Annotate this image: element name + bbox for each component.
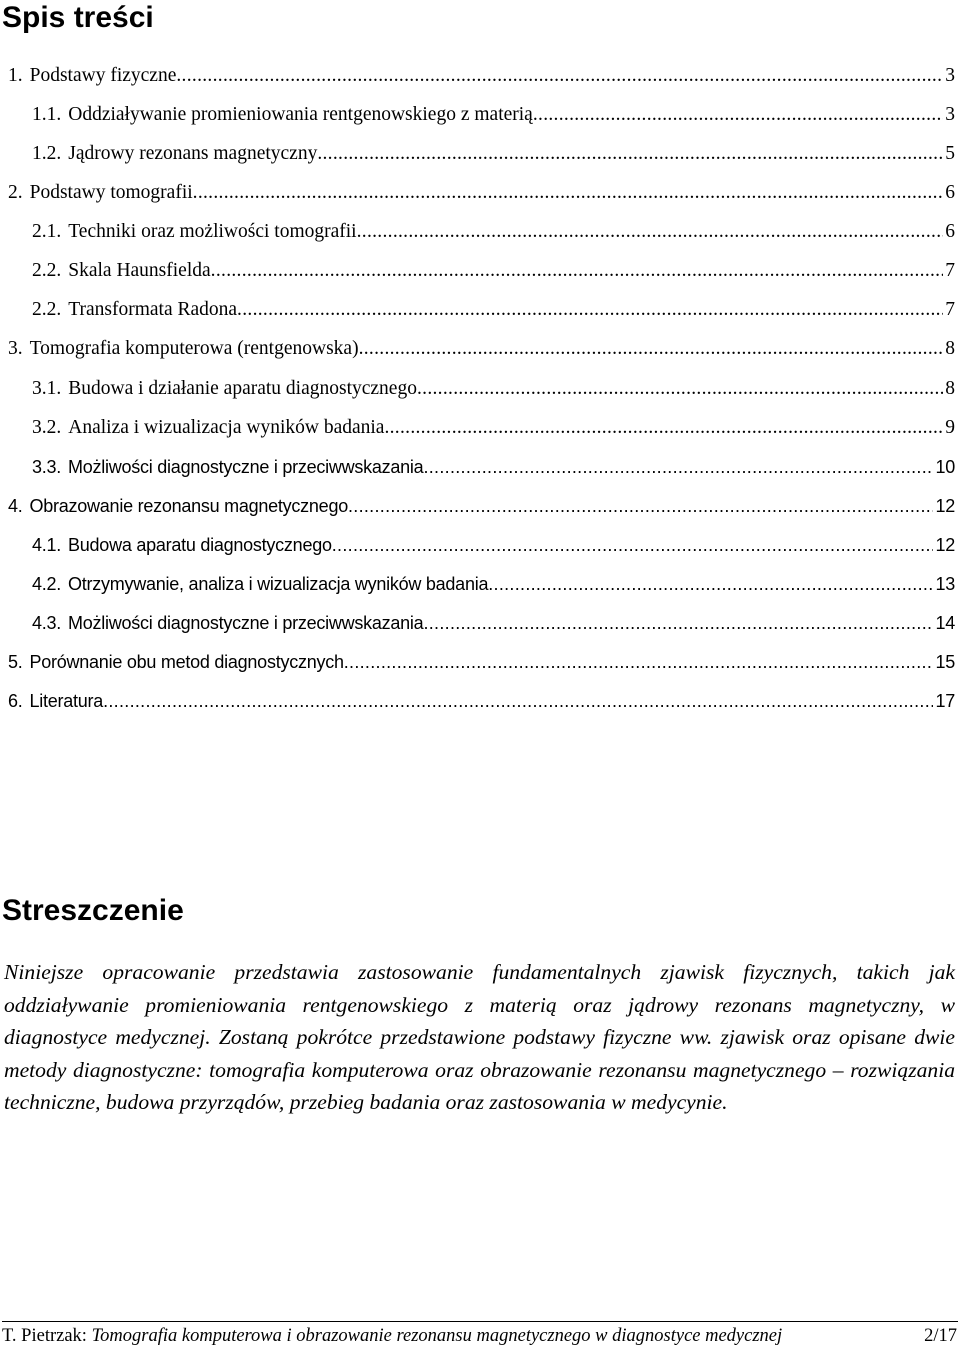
toc-entry-page: 17 [935,691,955,711]
toc-entry[interactable] [8,62,955,90]
toc-entry[interactable] [8,687,955,715]
toc-dot-leader [237,296,943,324]
toc-entry-number: 1. [8,65,23,86]
toc-dot-leader [357,218,944,246]
toc-entry-number: 1.1. [32,104,62,125]
toc-dot-leader [417,375,943,403]
footer-citation [2,1325,782,1347]
footer-author: T. Pietrzak: [2,1326,87,1346]
toc-entry-label: Transformata Radona [68,299,238,320]
toc-dot-leader [384,414,943,442]
toc-dot-leader [359,335,944,363]
toc-entry[interactable] [8,492,955,520]
toc-entry-number: 5. [8,652,23,672]
toc-entry-label: Budowa i działanie aparatu diagnostycznego [68,378,417,399]
toc-entry-number: 2.2. [32,260,62,281]
toc-entry-number: 6. [8,691,23,711]
toc-dot-leader [348,492,934,520]
toc-entry-page: 5 [945,143,955,164]
toc-entry-page: 3 [945,104,955,125]
toc-dot-leader [332,531,934,559]
toc-entry-page: 6 [945,182,955,203]
toc-entry-page: 7 [945,260,955,281]
toc-entry[interactable] [32,257,955,285]
toc-entry-number: 3.3. [32,457,62,477]
toc-entry-label: Oddziaływanie promieniowania rentgenowskiego z materią [68,104,533,125]
toc-entry[interactable] [8,648,955,676]
toc-entry-label: Otrzymywanie, analiza i wizualizacja wyników badania [68,574,489,594]
toc-entry-label: Możliwości diagnostyczne i przeciwwskazania [68,457,424,477]
toc-entry-label: Podstawy tomografii [29,182,193,203]
toc-entry-label: Możliwości diagnostyczne i przeciwwskazania [68,613,424,633]
toc-dot-leader [488,570,933,598]
toc-dot-leader [176,62,943,90]
footer-title: Tomografia komputerowa i obrazowanie rezonansu magnetycznego w diagnostyce medycznej [91,1326,783,1346]
toc-entry-page: 15 [935,652,955,672]
toc-entry[interactable] [8,335,955,363]
toc-entry[interactable] [32,531,955,559]
toc-entry-page: 8 [945,338,955,359]
toc-entry-page: 13 [935,574,955,594]
toc-entry-label: Jądrowy rezonans magnetyczny [68,143,318,164]
abstract-text: Niniejsze opracowanie przedstawia zastosowanie fundamentalnych zjawisk fizycznych, takich jak oddziaływanie promieniowania rentgenowskiego z materią oraz jądrowy rezonans magnetyczny, w diagnostyce medycznej. Zostaną pokrótce przedstawione podstawy fizyczne ww. zjawisk oraz opisane dwie metody diagnostyczne: tomografia komputerowa oraz obrazowanie rezonansu magnetycznego – rozwiązania techniczne, budowa przyrządów, przebieg badania oraz zastosowania w medycynie. [4,960,955,1114]
toc-entry-number: 3. [8,338,23,359]
toc-entry[interactable] [32,414,955,442]
footer-rule [2,1321,958,1322]
toc-dot-leader [423,609,933,637]
toc-dot-leader [533,101,943,129]
toc-entry[interactable] [32,296,955,324]
toc-entry-number: 3.2. [32,417,62,438]
toc-dot-leader [193,179,944,207]
toc-dot-leader [317,140,943,168]
toc-entry-label: Skala Haunsfielda [68,260,211,281]
toc-entry[interactable] [32,218,955,246]
toc-entry-label: Literatura [29,691,104,711]
toc-entry-page: 12 [935,535,955,555]
toc-entry[interactable] [32,570,955,598]
toc-entry[interactable] [32,375,955,403]
toc-dot-leader [344,648,934,676]
footer-page-number: 2/17 [924,1326,957,1346]
toc-entry-number: 2. [8,182,23,203]
toc-entry-page: 9 [945,417,955,438]
toc-dot-leader [103,687,933,715]
toc-entry-number: 1.2. [32,143,62,164]
toc-entry[interactable] [32,453,955,481]
toc-title: Spis treści [2,1,154,34]
toc-entry-number: 4.1. [32,535,62,555]
toc-entry-number: 2.2. [32,299,62,320]
toc-entry-page: 12 [935,496,955,516]
toc-entry[interactable] [8,179,955,207]
toc-entry-page: 14 [935,613,955,633]
toc-entry-label: Tomografia komputerowa (rentgenowska) [29,338,359,359]
toc-entry-label: Analiza i wizualizacja wyników badania [68,417,385,438]
toc-entry-number: 4. [8,496,23,516]
toc-entry-number: 4.3. [32,613,62,633]
toc-entry-label: Techniki oraz możliwości tomografii [68,221,357,242]
toc-entry-page: 3 [945,65,955,86]
toc-entry-page: 7 [945,299,955,320]
toc-entry[interactable] [32,101,955,129]
toc-entry-label: Budowa aparatu diagnostycznego [68,535,332,555]
toc-entry-page: 8 [945,378,955,399]
toc-entry-label: Obrazowanie rezonansu magnetycznego [29,496,348,516]
toc-entry-label: Podstawy fizyczne [29,65,177,86]
abstract-title: Streszczenie [2,894,184,927]
toc-entry-label: Porównanie obu metod diagnostycznych [29,652,344,672]
toc-entry-page: 10 [935,457,955,477]
page-footer [0,1321,960,1349]
toc-entry[interactable] [32,609,955,637]
toc-entry-number: 4.2. [32,574,62,594]
toc-dot-leader [211,257,944,285]
toc-dot-leader [423,453,933,481]
toc-entry-page: 6 [945,221,955,242]
toc-entry-number: 3.1. [32,378,62,399]
toc-entry[interactable] [32,140,955,168]
toc-entry-number: 2.1. [32,221,62,242]
